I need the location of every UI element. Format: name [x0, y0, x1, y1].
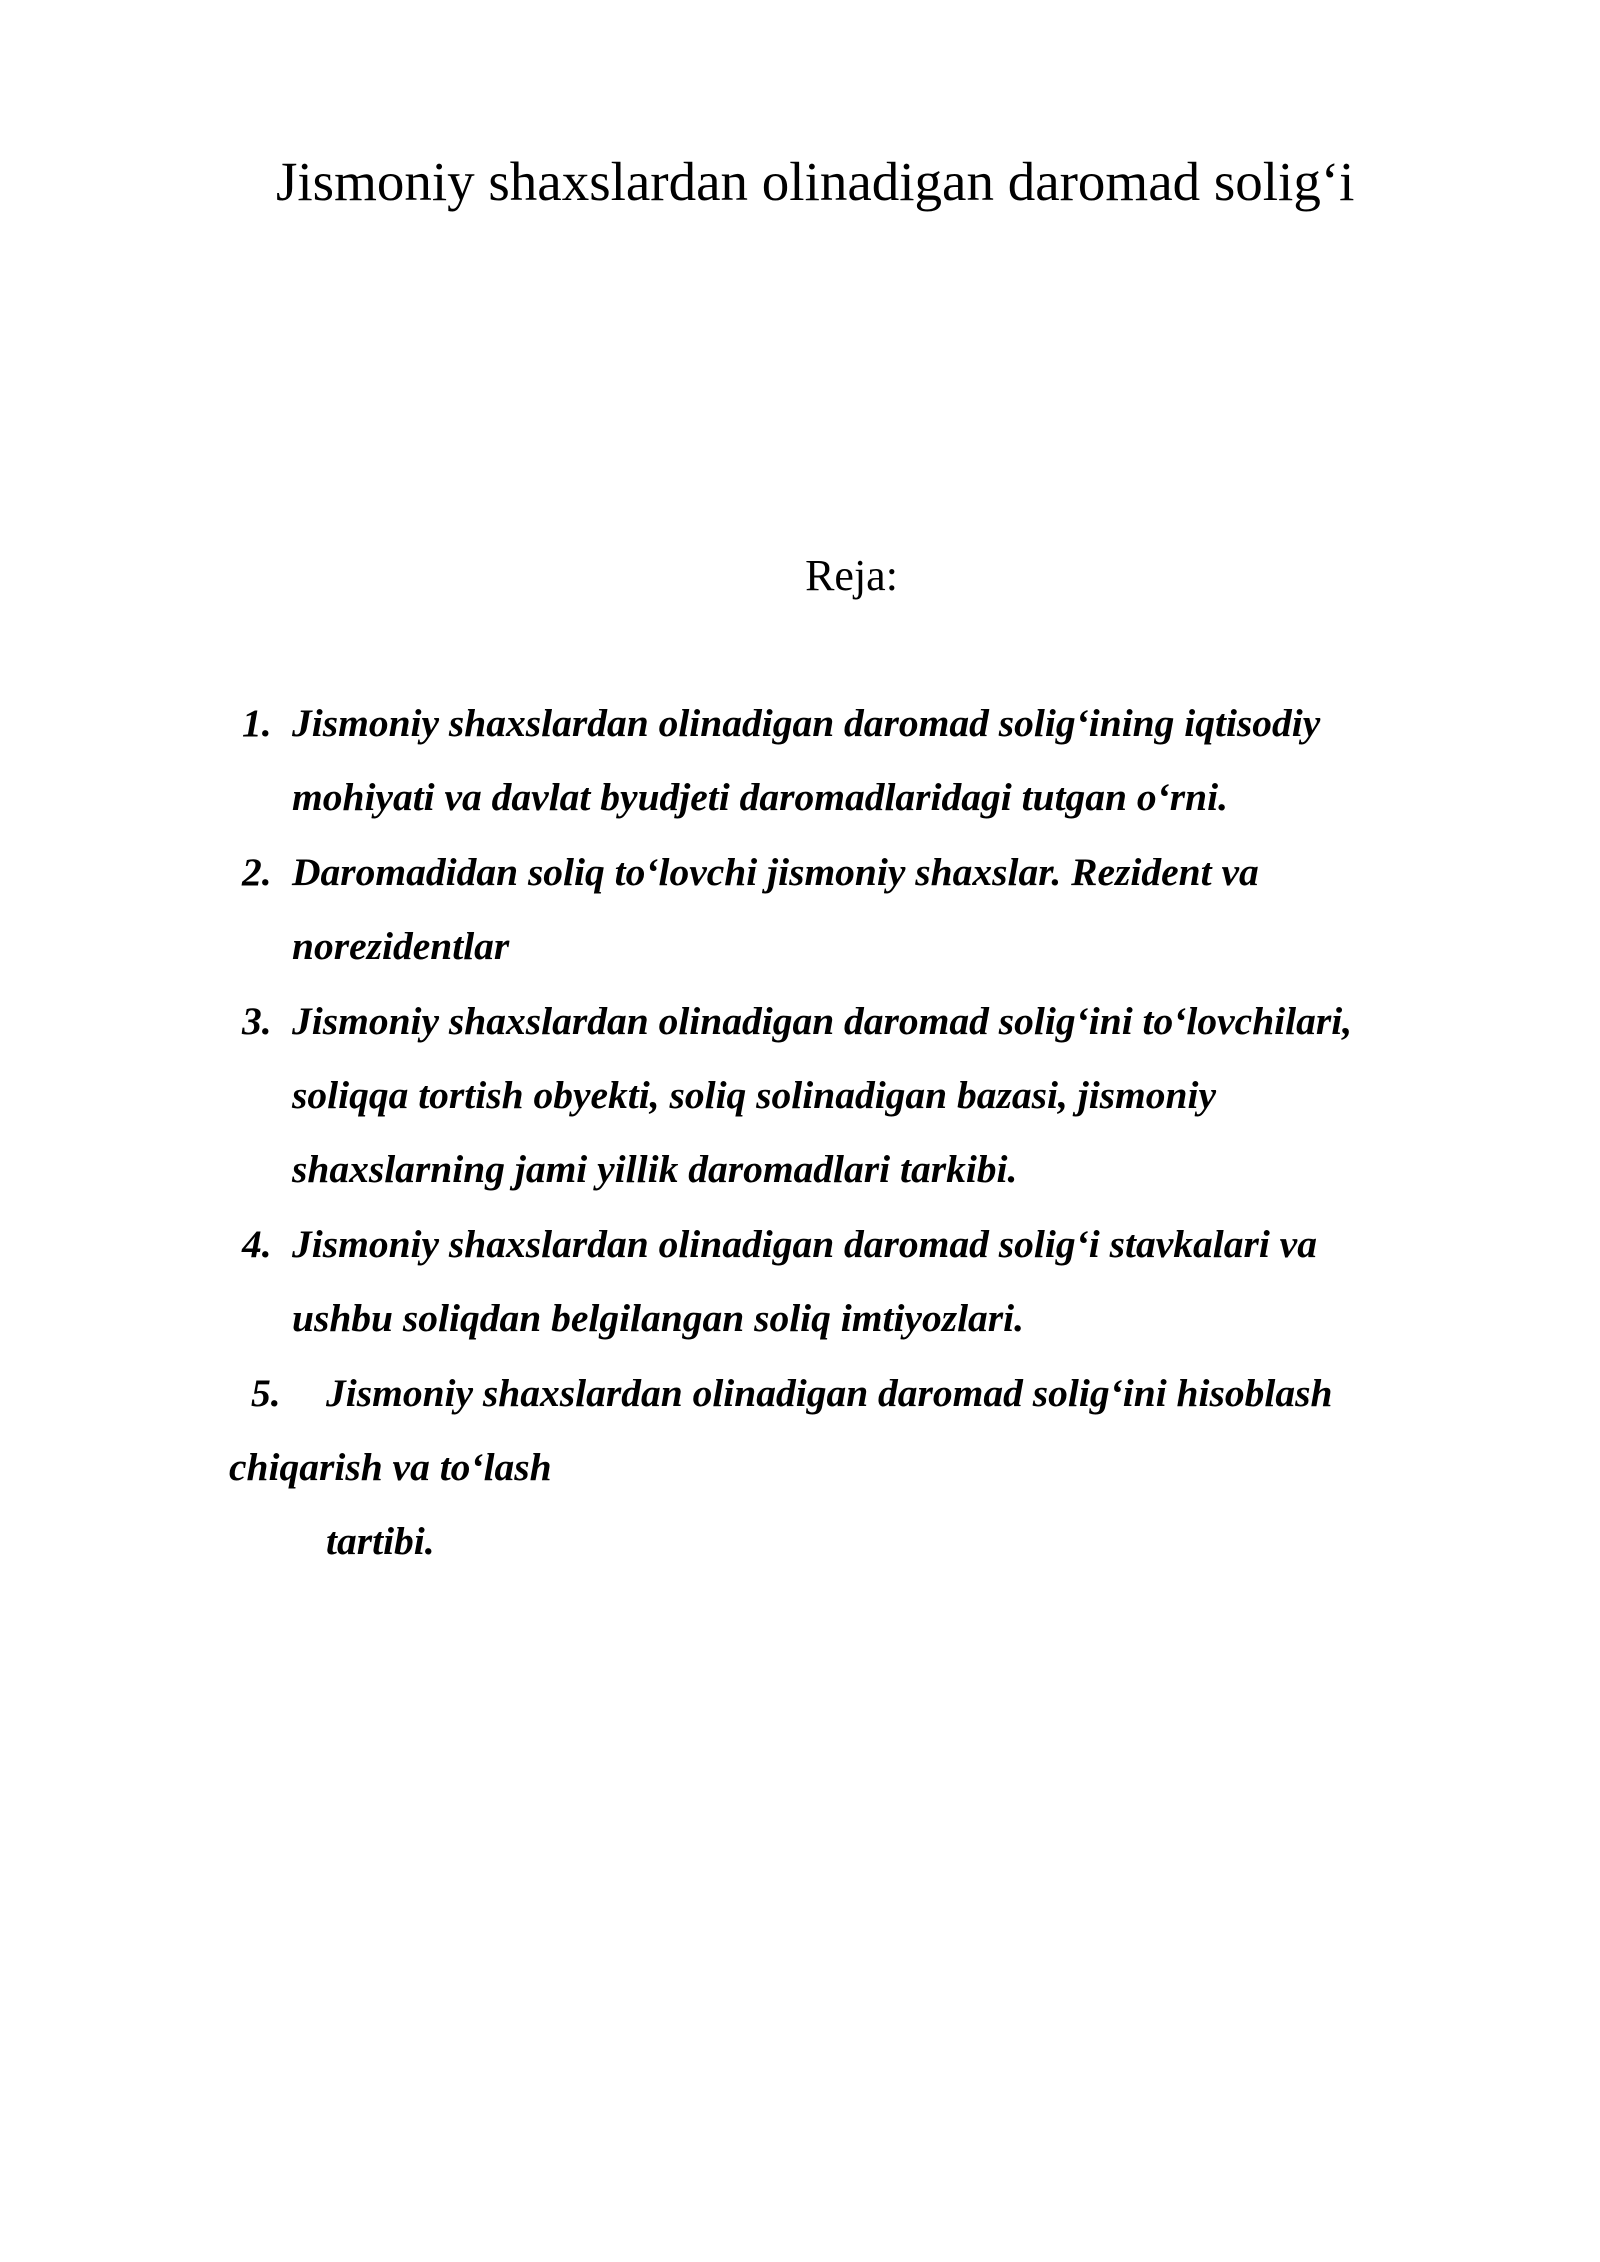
plan-item-text-line: chiqarish va to‘lash: [229, 1445, 552, 1489]
plan-item-number: 5.: [251, 1371, 281, 1415]
plan-item-number: 1.: [242, 701, 272, 745]
plan-item-number: 2.: [242, 850, 272, 894]
plan-item-text-line: norezidentlar: [292, 924, 510, 968]
plan-item-text-line: mohiyati va davlat byudjeti daromadlaridagi tutgan o‘rni.: [292, 775, 1228, 819]
document-title: Jismoniy shaxslardan olinadigan daromad solig‘i: [276, 151, 1355, 212]
plan-item-text-line: shaxslarning jami yillik daromadlari tarkibi.: [292, 1147, 1018, 1191]
plan-heading: Reja:: [805, 551, 898, 600]
plan-item-text-line: Jismoniy shaxslardan olinadigan daromad solig‘ini hisoblash: [326, 1371, 1333, 1415]
plan-item-number: 3.: [242, 999, 272, 1043]
plan-item-text-line: Jismoniy shaxslardan olinadigan daromad solig‘i stavkalari va: [292, 1222, 1317, 1266]
plan-item-text-line: Daromadidan soliq to‘lovchi jismoniy shaxslar. Rezident va: [292, 850, 1259, 894]
plan-item-text-line: Jismoniy shaxslardan olinadigan daromad solig‘ining iqtisodiy: [292, 701, 1321, 745]
plan-item-text-line: ushbu soliqdan belgilangan soliq imtiyozlari.: [292, 1296, 1025, 1340]
plan-item-text-line: tartibi.: [326, 1519, 435, 1563]
plan-item-text-line: Jismoniy shaxslardan olinadigan daromad solig‘ini to‘lovchilari,: [292, 999, 1353, 1043]
plan-item-number: 4.: [242, 1222, 272, 1266]
plan-item-text-line: soliqqa tortish obyekti, soliq solinadigan bazasi, jismoniy: [292, 1073, 1217, 1117]
